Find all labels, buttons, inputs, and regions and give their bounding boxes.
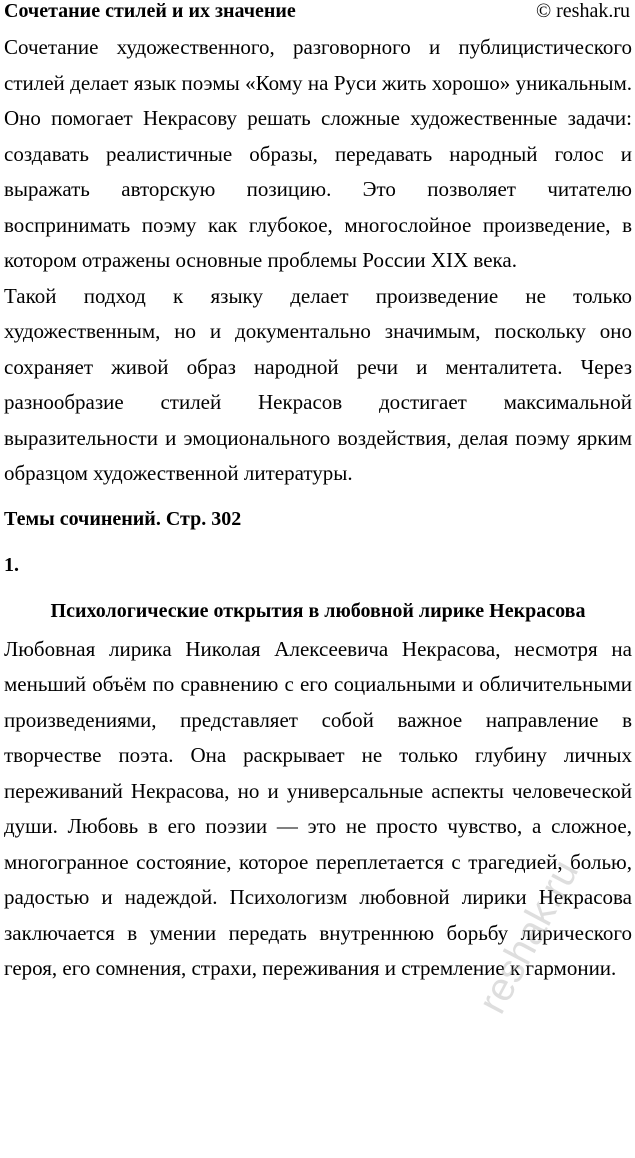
page-title: Сочетание стилей и их значение (4, 0, 296, 22)
paragraph-2: Такой подход к языку делает произведение не только художественным, но и документально значимым, поскольку оно сохраняет живой образ народной речи и менталитета. Через разнообразие стилей Некрасов достигает максимальной выразительности и эмоционального воздействия, делая поэму ярким образцом художественной литературы. (4, 283, 632, 485)
document-page (4, 0, 632, 987)
paragraph-1: Сочетание художественного, разговорного и публицистического стилей делает язык поэмы «Кому на Руси жить хорошо» уникальным. Оно помогает Некрасову решать сложные художественные задачи: создавать реалистичные образы, передавать народный голос и выражать авторскую позицию. Это позволяет читателю воспринимать поэму как глубокое, многослойное произведение, в котором отражены основные проблемы России XIX века. (4, 35, 632, 272)
essay-title: Психологические открытия в любовной лирике Некрасова (50, 599, 586, 622)
page-header (4, 0, 632, 30)
essay-paragraph: Любовная лирика Николая Алексеевича Некрасова, несмотря на меньший объём по сравнению с его социальными и обличительными произведениями, представляет собой важное направление в творчестве поэта. Она раскрывает не только глубину личных переживаний Некрасова, но и универсальные аспекты человеческой души. Любовь в его поэзии — это не просто чувство, а сложное, многогранное состояние, которое переплетается с трагедией, болью, радостью и надеждой. Психологизм любовной лирики Некрасова заключается в умении передать внутреннюю борьбу лирического героя, его сомнения, страхи, переживания и стремление к гармонии. (4, 636, 632, 980)
watermark-text: reshak.ru (470, 852, 588, 1021)
site-credit: © reshak.ru (535, 0, 630, 22)
section-heading: Темы сочинений. Стр. 302 (4, 507, 242, 530)
item-number: 1. (4, 553, 19, 576)
